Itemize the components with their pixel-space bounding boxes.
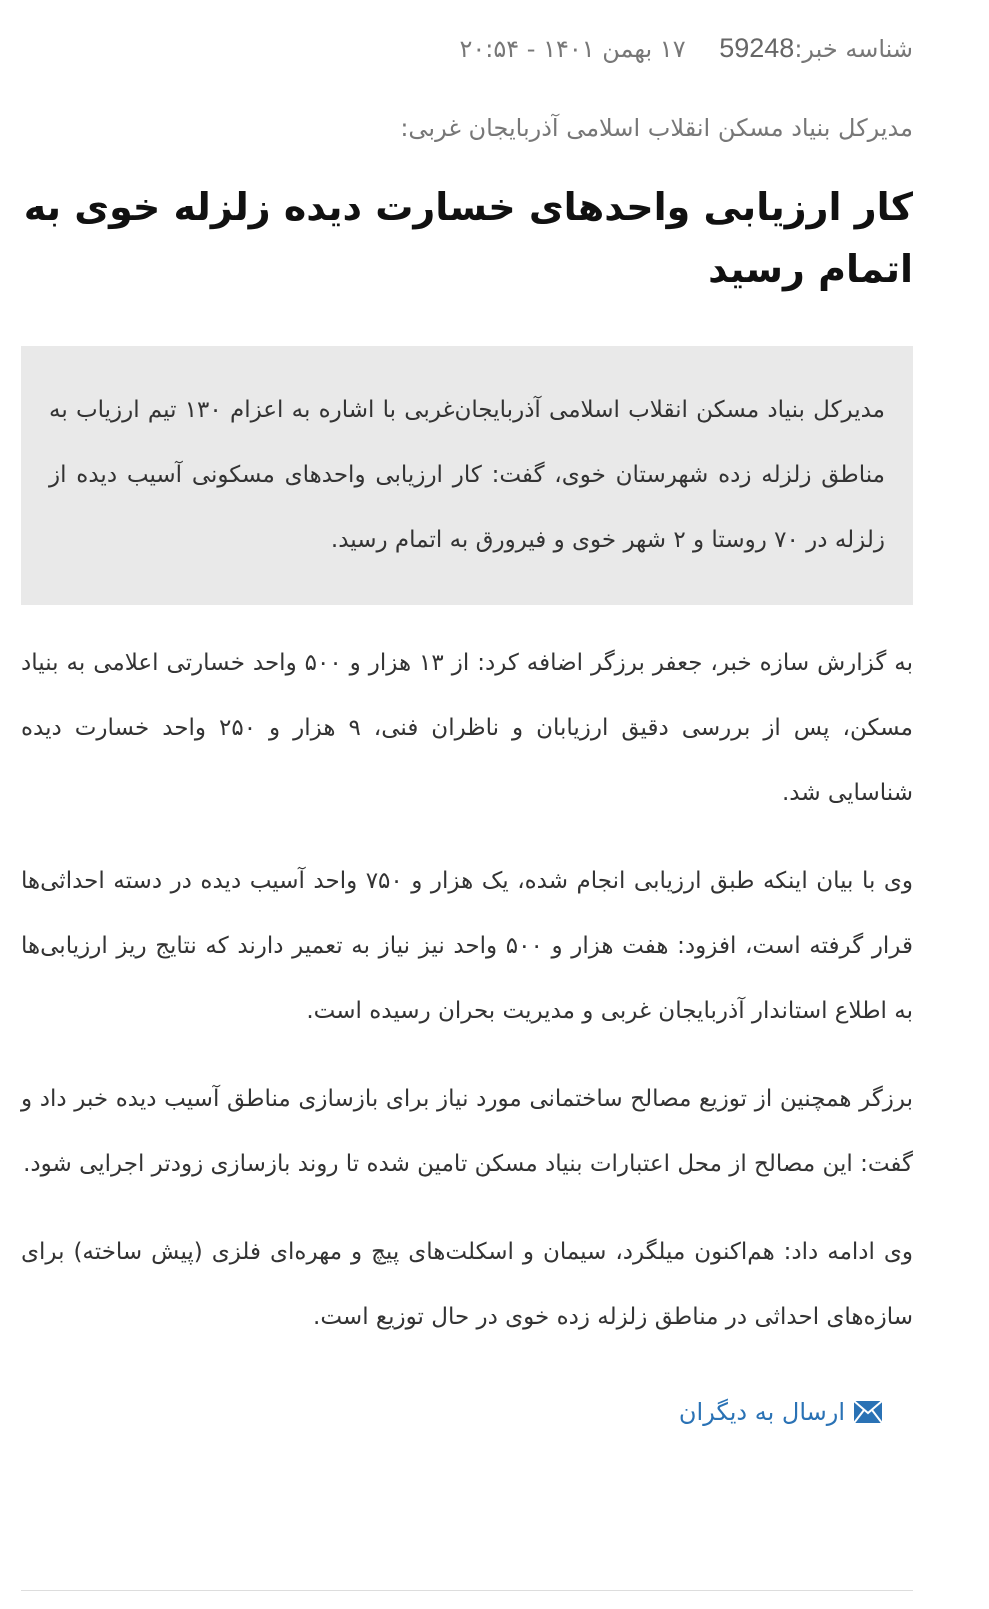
news-id-label: شناسه خبر: (794, 35, 913, 63)
article-paragraph-1: به گزارش سازه خبر، جعفر برزگر اضافه کرد: از ۱۳ هزار و ۵۰۰ واحد خسارتی اعلامی به بنیاد مسکن، پس از بررسی دقیق ارزیابان و ناظران فنی، ۹ هزار و ۲۵۰ واحد خسارت دیده شناسایی شد. (21, 650, 913, 806)
article-title: کار ارزیابی واحدهای خسارت دیده زلزله خوی به اتمام رسید (23, 185, 913, 291)
article-paragraph-2: وی با بیان اینکه طبق ارزیابی انجام شده، یک هزار و ۷۵۰ واحد آسیب دیده در دسته احداثی‌ها قرار گرفته است، افزود: هفت هزار و ۵۰۰ واحد نیز نیاز به تعمیر دارند که نتایج ریز ارزیابی‌ها به اطلاع استاندار آذربایجان غربی و مدیریت بحران رسیده است. (21, 868, 913, 1024)
article-paragraph-3: برزگر همچنین از توزیع مصالح ساختمانی مورد نیاز برای بازسازی مناطق آسیب دیده خبر داد و گفت: این مصالح از محل اعتبارات بنیاد مسکن تامین شده تا روند بازسازی زودتر اجرایی شود. (21, 1086, 913, 1177)
article-lead: مدیرکل بنیاد مسکن انقلاب اسلامی آذربایجان‌غربی با اشاره به اعزام ۱۳۰ تیم ارزیاب به مناطق زلزله زده شهرستان خوی، گفت: کار ارزیابی واحدهای مسکونی آسیب دیده از زلزله در ۷۰ روستا و ۲ شهر خوی و فیرورق به اتمام رسید. (21, 346, 913, 605)
news-id-value: 59248 (719, 33, 795, 63)
article-paragraph-4: وی ادامه داد: هم‌اکنون میلگرد، سیمان و اسکلت‌های پیچ و مهره‌ای فلزی (پیش ساخته) برای سازه‌های احداثی در مناطق زلزله زده خوی در حال توزیع است. (21, 1239, 913, 1330)
envelope-icon (853, 1400, 883, 1424)
share-label[interactable]: ارسال به دیگران (678, 1398, 845, 1426)
news-meta (21, 0, 913, 68)
bottom-divider (21, 1590, 913, 1591)
news-date: ۱۷ بهمن ۱۴۰۱ - ۲۰:۵۴ (459, 35, 686, 63)
article-subtitle: مدیرکل بنیاد مسکن انقلاب اسلامی آذربایجان غربی: (400, 114, 913, 142)
share-link[interactable] (21, 1386, 913, 1436)
